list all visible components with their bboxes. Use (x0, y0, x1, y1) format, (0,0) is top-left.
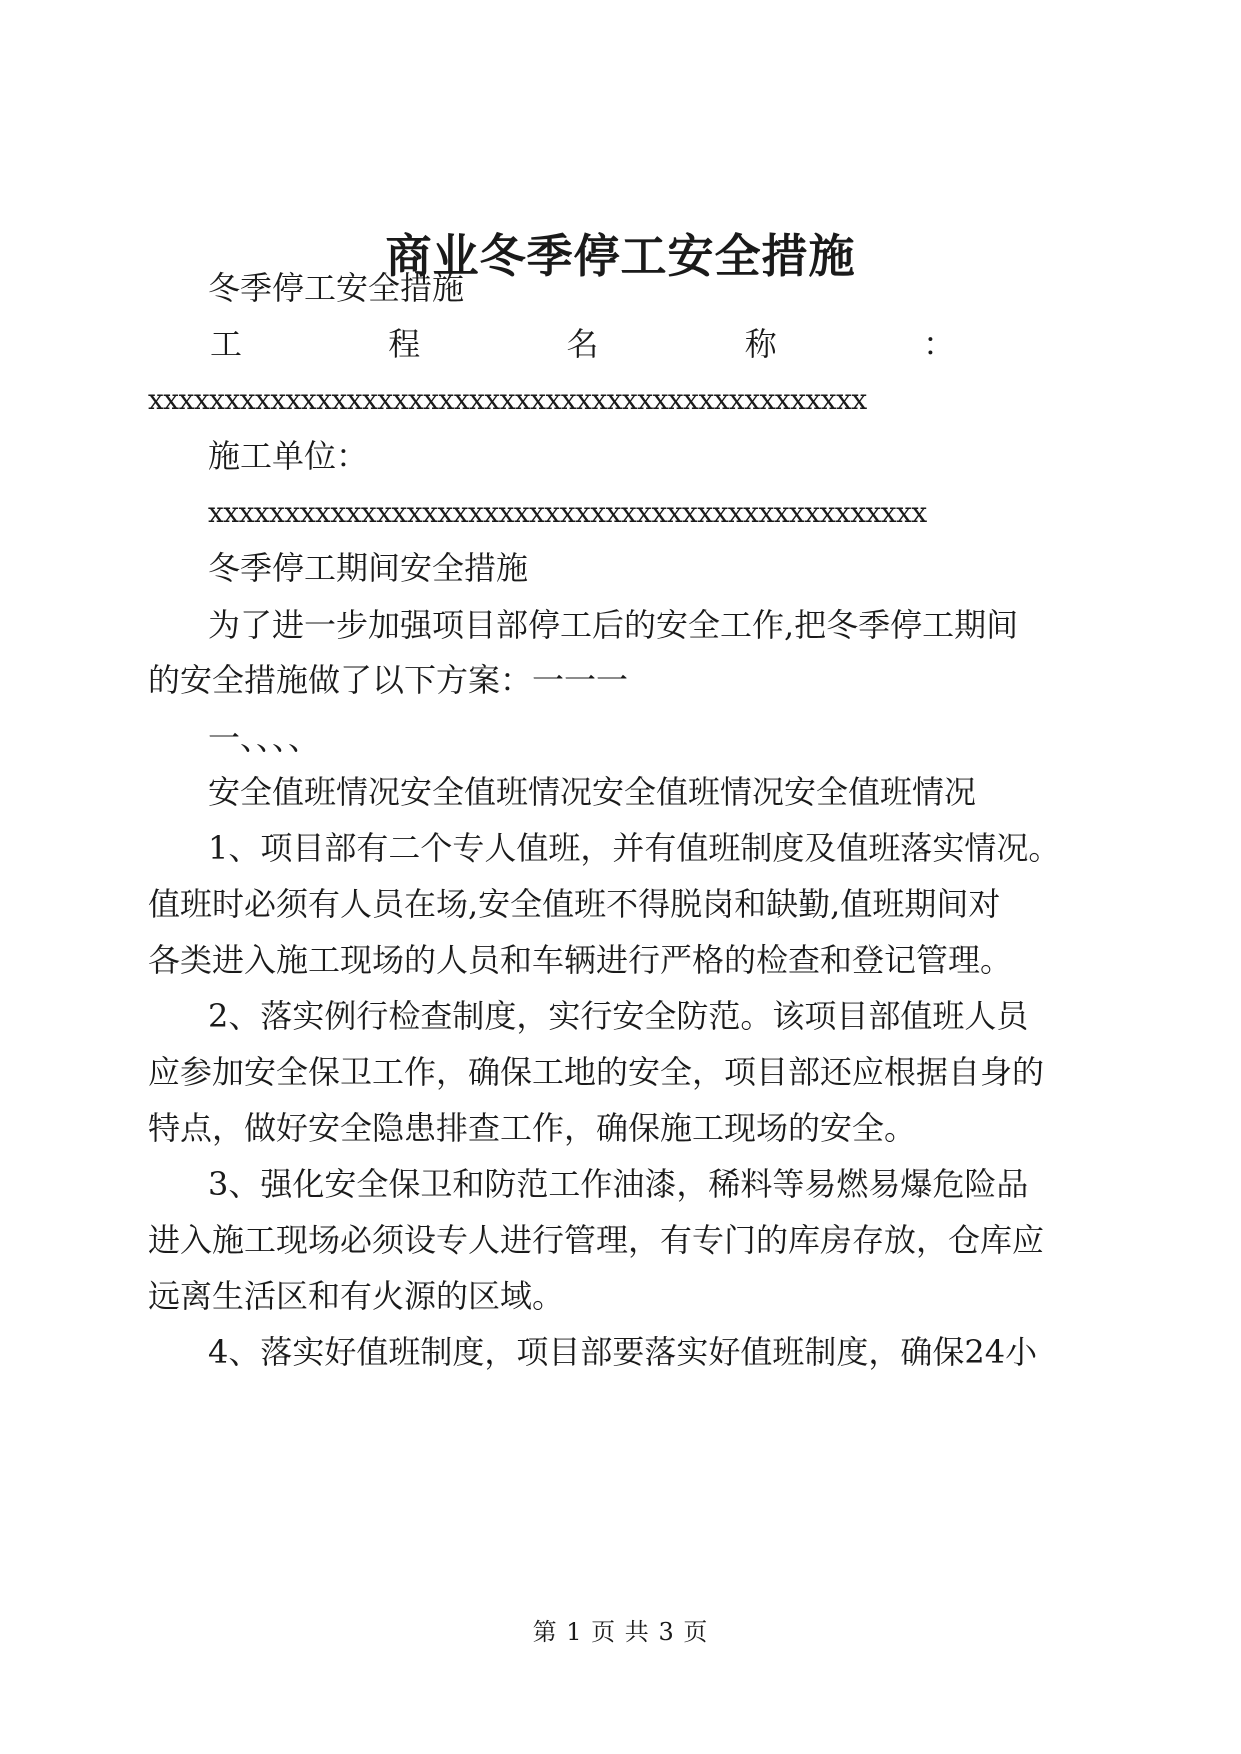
construction-unit-label: 施工单位： (208, 437, 369, 475)
item-1-line: 1、项目部有二个专人值班，并有值班制度及值班落实情况。 (208, 829, 1061, 867)
document-title: 商业冬季停工安全措施 (385, 229, 856, 283)
item-3-line: 3、强化安全保卫和防范工作油漆，稀料等易燃易爆危险品 (208, 1165, 1029, 1203)
item-4-line: 4、落实好值班制度，项目部要落实好值班制度，确保24小 (208, 1333, 1038, 1371)
project-name-label (210, 324, 955, 364)
item-2-line: 2、落实例行检查制度，实行安全防范。该项目部值班人员 (208, 997, 1029, 1035)
intro-paragraph-line: 为了进一步加强项目部停工后的安全工作,把冬季停工期间 (208, 606, 1019, 644)
item-2-line: 应参加安全保卫工作，确保工地的安全，项目部还应根据自身的 (148, 1053, 1045, 1091)
duty-heading: 安全值班情况安全值班情况安全值班情况安全值班情况 (208, 773, 977, 811)
project-name-label-char: 称 (744, 325, 777, 363)
project-name-value: xxxxxxxxxxxxxxxxxxxxxxxxxxxxxxxxxxxxxxxxxxxxxxx (148, 383, 867, 416)
page-footer: 第 1 页 共 3 页 (532, 1618, 709, 1646)
intro-paragraph-line: 的安全措施做了以下方案：一一一 (148, 661, 629, 699)
project-name-label-char: 工 (210, 325, 243, 363)
item-3-line: 进入施工现场必须设专人进行管理，有专门的库房存放，仓库应 (148, 1221, 1045, 1259)
item-2-line: 特点，做好安全隐患排查工作，确保施工现场的安全。 (148, 1109, 917, 1147)
construction-unit-value: xxxxxxxxxxxxxxxxxxxxxxxxxxxxxxxxxxxxxxxxxxxxxxx (208, 496, 927, 529)
project-name-label-char: 程 (388, 325, 421, 363)
item-3-line: 远离生活区和有火源的区域。 (148, 1277, 565, 1315)
project-name-label-char: ： (922, 325, 955, 363)
list-marker: 一、、、、 (208, 719, 321, 757)
project-name-label-char: 名 (566, 325, 599, 363)
section-heading: 冬季停工期间安全措施 (208, 549, 529, 587)
item-1-line: 值班时必须有人员在场,安全值班不得脱岗和缺勤,值班期间对 (148, 885, 1001, 923)
subtitle: 冬季停工安全措施 (208, 269, 465, 307)
item-1-line: 各类进入施工现场的人员和车辆进行严格的检查和登记管理。 (148, 941, 1013, 979)
